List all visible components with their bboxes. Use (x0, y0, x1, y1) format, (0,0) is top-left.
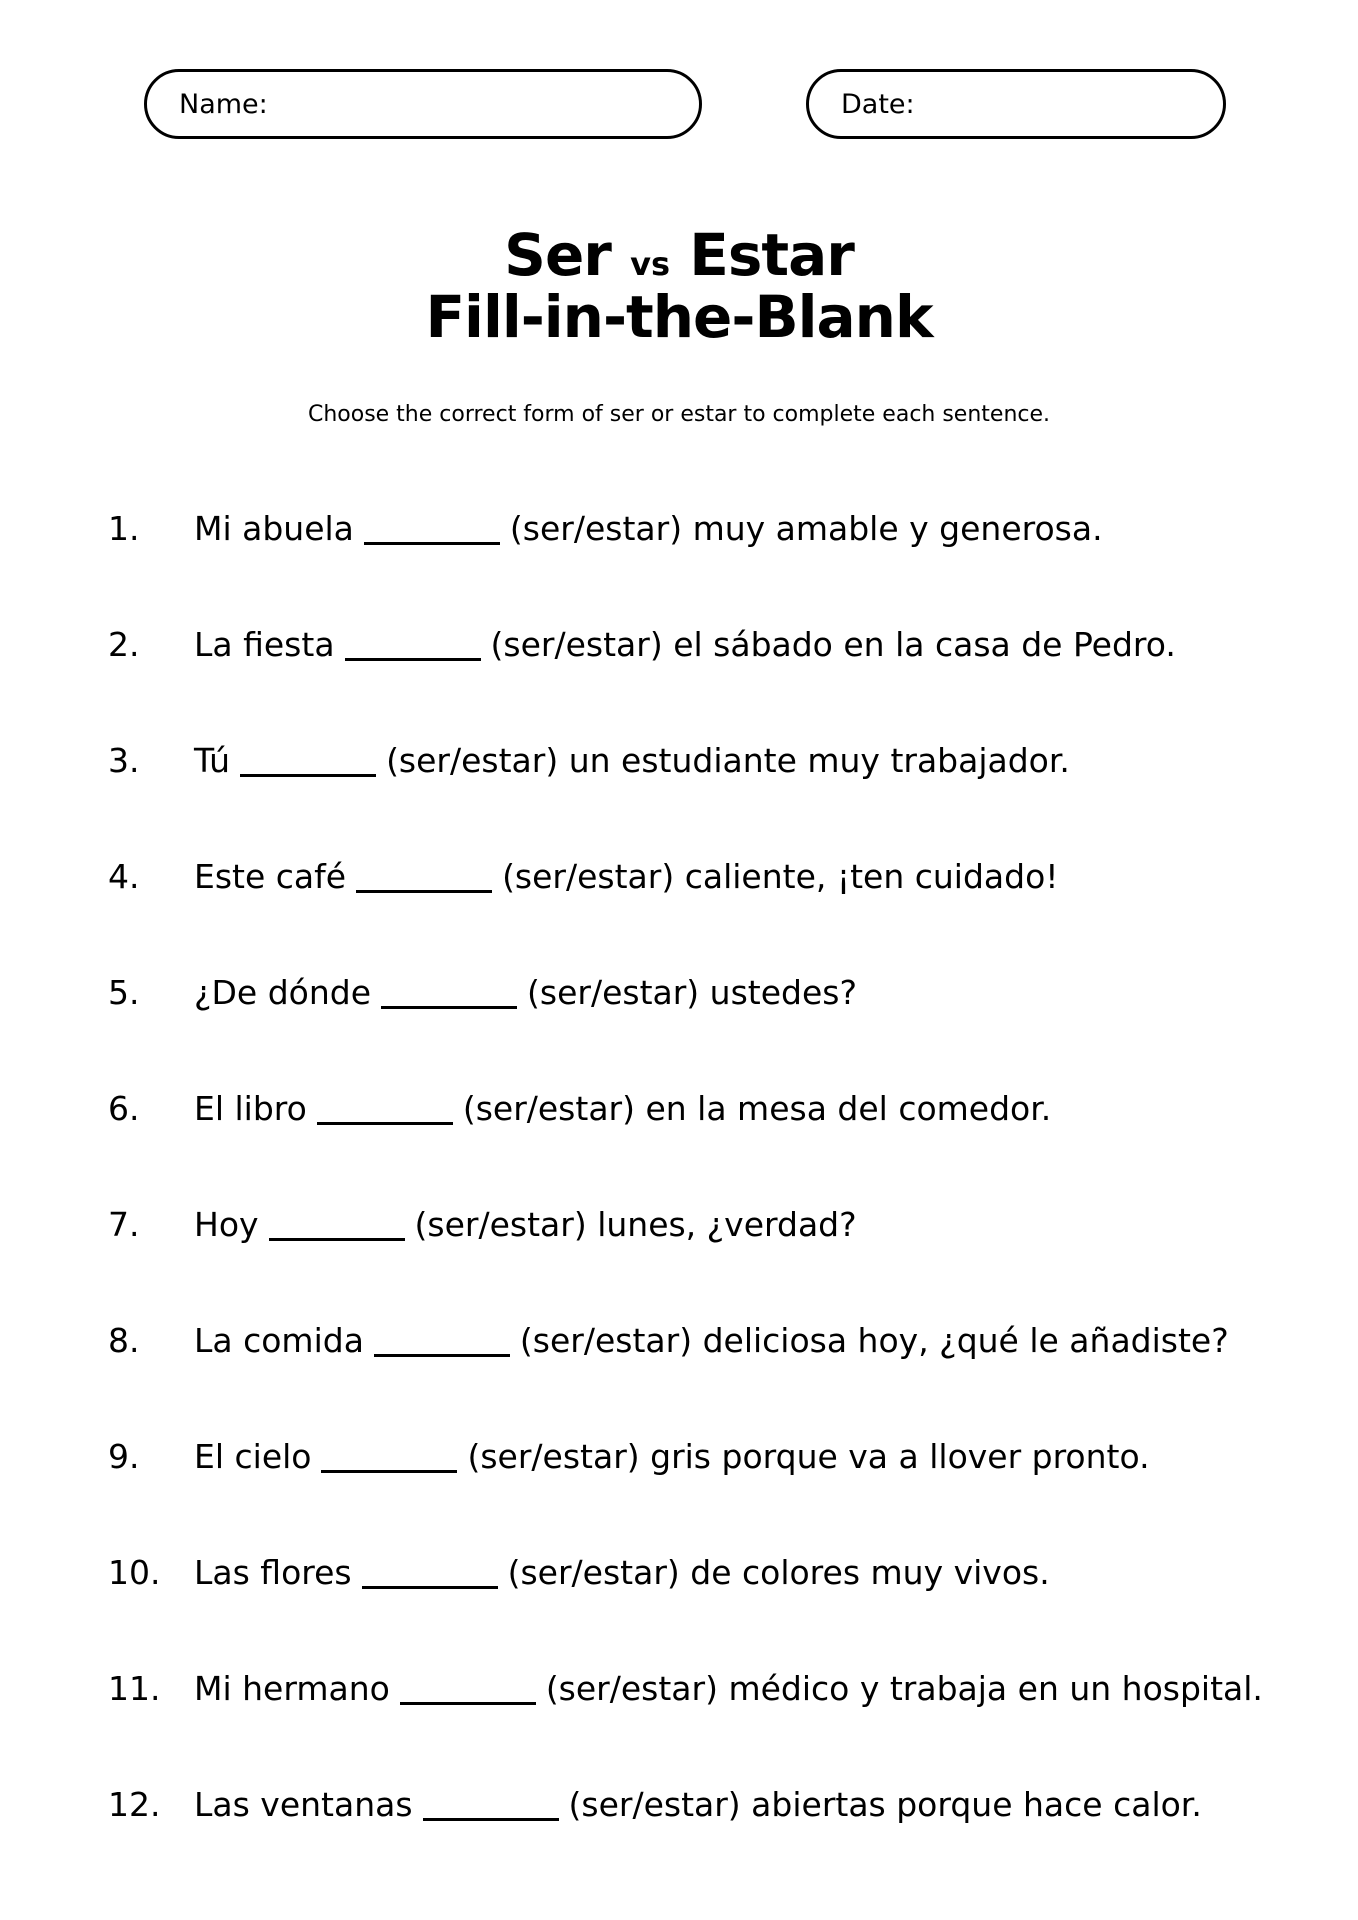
question-item (108, 1663, 1288, 1713)
question-item (108, 735, 1288, 785)
question-text-before: ¿De dónde (194, 972, 372, 1012)
question-text-after: (ser/estar) de colores muy vivos. (507, 1552, 1050, 1592)
question-text-before: La fiesta (194, 624, 335, 664)
question-text-after: (ser/estar) un estudiante muy trabajador. (386, 740, 1070, 780)
question-number: 11. (108, 1668, 161, 1708)
question-text-after: (ser/estar) en la mesa del comedor. (462, 1088, 1052, 1128)
answer-blank[interactable] (269, 1208, 405, 1241)
answer-blank[interactable] (374, 1324, 510, 1357)
question-number: 5. (108, 972, 140, 1012)
answer-blank[interactable] (317, 1092, 453, 1125)
question-item (108, 619, 1288, 669)
question-number: 8. (108, 1320, 140, 1360)
question-number: 4. (108, 856, 140, 896)
question-item (108, 967, 1288, 1017)
answer-blank[interactable] (423, 1788, 559, 1821)
question-number: 12. (108, 1784, 161, 1824)
question-number: 10. (108, 1552, 161, 1592)
question-text-after: (ser/estar) gris porque va a llover pronto. (467, 1436, 1150, 1476)
question-text-before: El libro (194, 1088, 307, 1128)
question-item (108, 1431, 1288, 1481)
title-estar: Estar (689, 221, 854, 289)
question-text-after: (ser/estar) lunes, ¿verdad? (414, 1204, 857, 1244)
question-item (108, 1779, 1288, 1829)
question-text-after: (ser/estar) muy amable y generosa. (509, 508, 1103, 548)
question-text-after: (ser/estar) caliente, ¡ten cuidado! (502, 856, 1059, 896)
question-text-after: (ser/estar) el sábado en la casa de Pedro. (490, 624, 1176, 664)
question-number: 1. (108, 508, 140, 548)
answer-blank[interactable] (364, 512, 500, 545)
question-text-before: La comida (194, 1320, 364, 1360)
question-text-before: Las flores (194, 1552, 352, 1592)
question-item (108, 1547, 1288, 1597)
question-number: 2. (108, 624, 140, 664)
answer-blank[interactable] (400, 1672, 536, 1705)
answer-blank[interactable] (356, 860, 492, 893)
title-line-2: Fill-in-the-Blank (425, 283, 933, 351)
question-text-after: (ser/estar) médico y trabaja en un hospital. (545, 1668, 1263, 1708)
question-item (108, 1315, 1288, 1365)
question-text-after: (ser/estar) deliciosa hoy, ¿qué le añadiste? (519, 1320, 1229, 1360)
question-text-after: (ser/estar) abiertas porque hace calor. (568, 1784, 1202, 1824)
question-number: 7. (108, 1204, 140, 1244)
question-text-before: Las ventanas (194, 1784, 413, 1824)
answer-blank[interactable] (345, 628, 481, 661)
question-text-before: Mi hermano (194, 1668, 390, 1708)
answer-blank[interactable] (321, 1440, 457, 1473)
question-text-before: Mi abuela (194, 508, 354, 548)
instructions-text: Choose the correct form of ser or estar to complete each sentence. (307, 402, 1051, 427)
question-text-before: Este café (194, 856, 347, 896)
question-number: 9. (108, 1436, 140, 1476)
question-item (108, 1199, 1288, 1249)
title-vs: vs (630, 245, 670, 283)
question-number: 3. (108, 740, 140, 780)
question-text-before: Tú (194, 740, 231, 780)
question-text-before: Hoy (194, 1204, 259, 1244)
question-text-after: (ser/estar) ustedes? (527, 972, 857, 1012)
name-label: Name: (179, 88, 268, 120)
question-number: 6. (108, 1088, 140, 1128)
title-ser: Ser (504, 221, 611, 289)
question-text-before: El cielo (194, 1436, 312, 1476)
question-item (108, 503, 1288, 553)
date-label: Date: (841, 88, 915, 120)
answer-blank[interactable] (381, 976, 517, 1009)
question-item (108, 851, 1288, 901)
question-item (108, 1083, 1288, 1133)
answer-blank[interactable] (240, 744, 376, 777)
answer-blank[interactable] (362, 1556, 498, 1589)
